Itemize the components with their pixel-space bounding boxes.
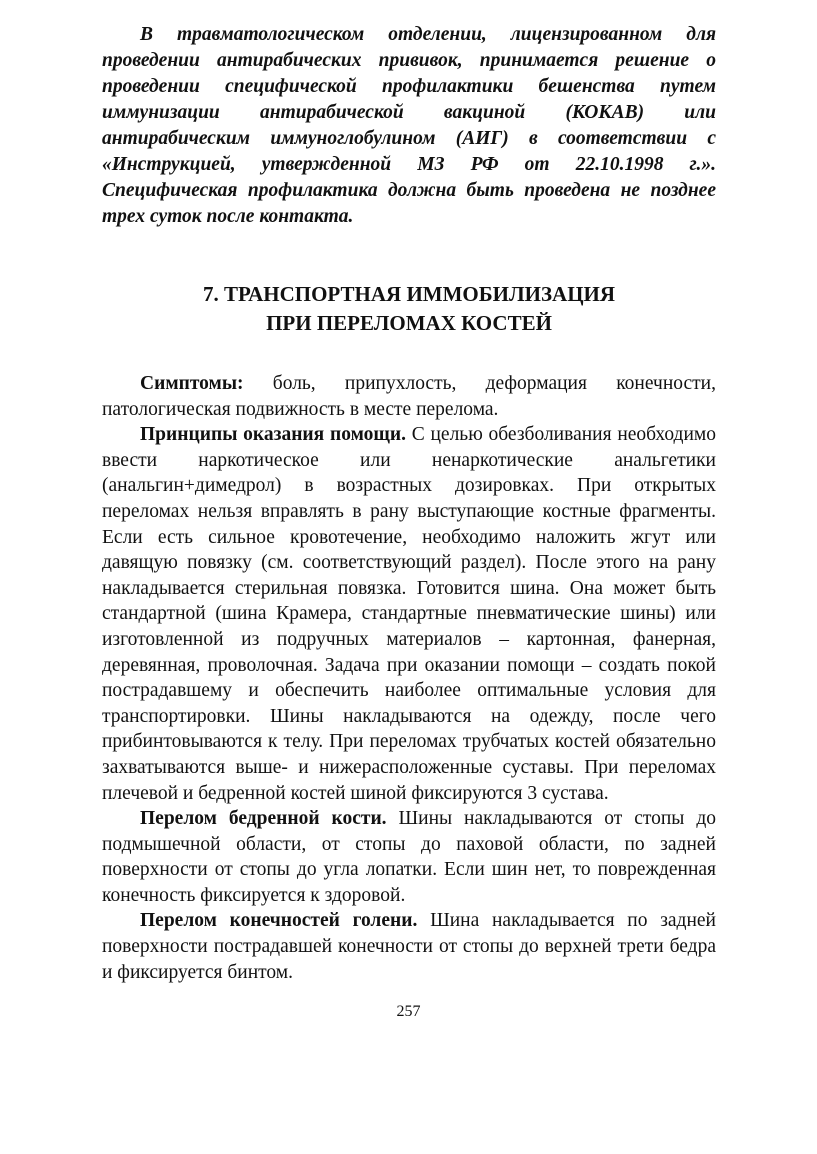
page-number: 257: [396, 1003, 421, 1020]
paragraph-lead: Принципы оказания помощи.: [140, 424, 406, 446]
page-content: [102, 22, 716, 985]
paragraph-lead: Симптомы:: [140, 373, 244, 394]
paragraph-shin-fracture: [102, 908, 716, 985]
section-title-line-2: ПРИ ПЕРЕЛОМАХ КОСТЕЙ: [266, 311, 552, 335]
paragraph-text: С целью обезболивания необходимо ввести наркотическое или ненаркотические анальгетики (анальгин+димедрол) в возрастных дозировках. При открытых переломах нельзя вправлять в рану выступающие костные фрагменты. Если есть сильное кровотечение, необходимо наложить жгут или давящую повязку (см. соответствующий раздел). После этого на рану накладывается стерильная повязка. Готовится шина. Она может быть стандартной (шина Крамера, стандартные пневматические шины) или изготовленной из подручных материалов – картонная, фанерная, деревянная, проволочная. Задача при оказании помощи – создать покой пострадавшему и обеспечить наиболее оптимальные условия для транспортировки. Шины накладываются на одежду, после чего прибинтовываются к телу. При переломах трубчатых костей обязательно захватываются выше- и нижерасположенные суставы. При переломах плечевой и бедренной костей шиной фиксируются 3 сустава.: [102, 424, 716, 804]
paragraph-text: боль, припухлость, деформация конечности, патологическая подвижность в месте перелома.: [102, 373, 716, 420]
paragraph-text: Шина накладывается по задней поверхности пострадавшей конечности от стопы до верхней трети бедра и фиксируется бинтом.: [102, 910, 716, 983]
paragraph-femur-fracture: [102, 806, 716, 908]
section-title: [102, 280, 716, 338]
intro-paragraph: В травматологическом отделении, лицензированном для проведении антирабических прививок, принимается решение о проведении специфической профилактики бешенства путем иммунизации антирабической вакциной (КОКАВ) или антирабическим иммуноглобулином (АИГ) в соответствии с «Инструкцией, утвержденной МЗ РФ от 22.10.1998 г.». Специфическая профилактика должна быть проведена не позднее трех суток после контакта.: [102, 24, 716, 227]
paragraph-lead: Перелом бедренной кости.: [140, 808, 387, 830]
section-title-line-1: 7. ТРАНСПОРТНАЯ ИММОБИЛИЗАЦИЯ: [202, 282, 616, 306]
paragraph-text: Шины накладываются от стопы до подмышечной области, от стопы до паховой области, по задней поверхности от стопы до угла лопатки. Если шин нет, то поврежденная конечность фиксируется к здоровой.: [102, 808, 716, 906]
paragraph-aid-principles: [102, 422, 716, 806]
paragraph-symptoms: [102, 371, 716, 422]
paragraph-lead: Перелом конечностей голени.: [140, 910, 418, 932]
